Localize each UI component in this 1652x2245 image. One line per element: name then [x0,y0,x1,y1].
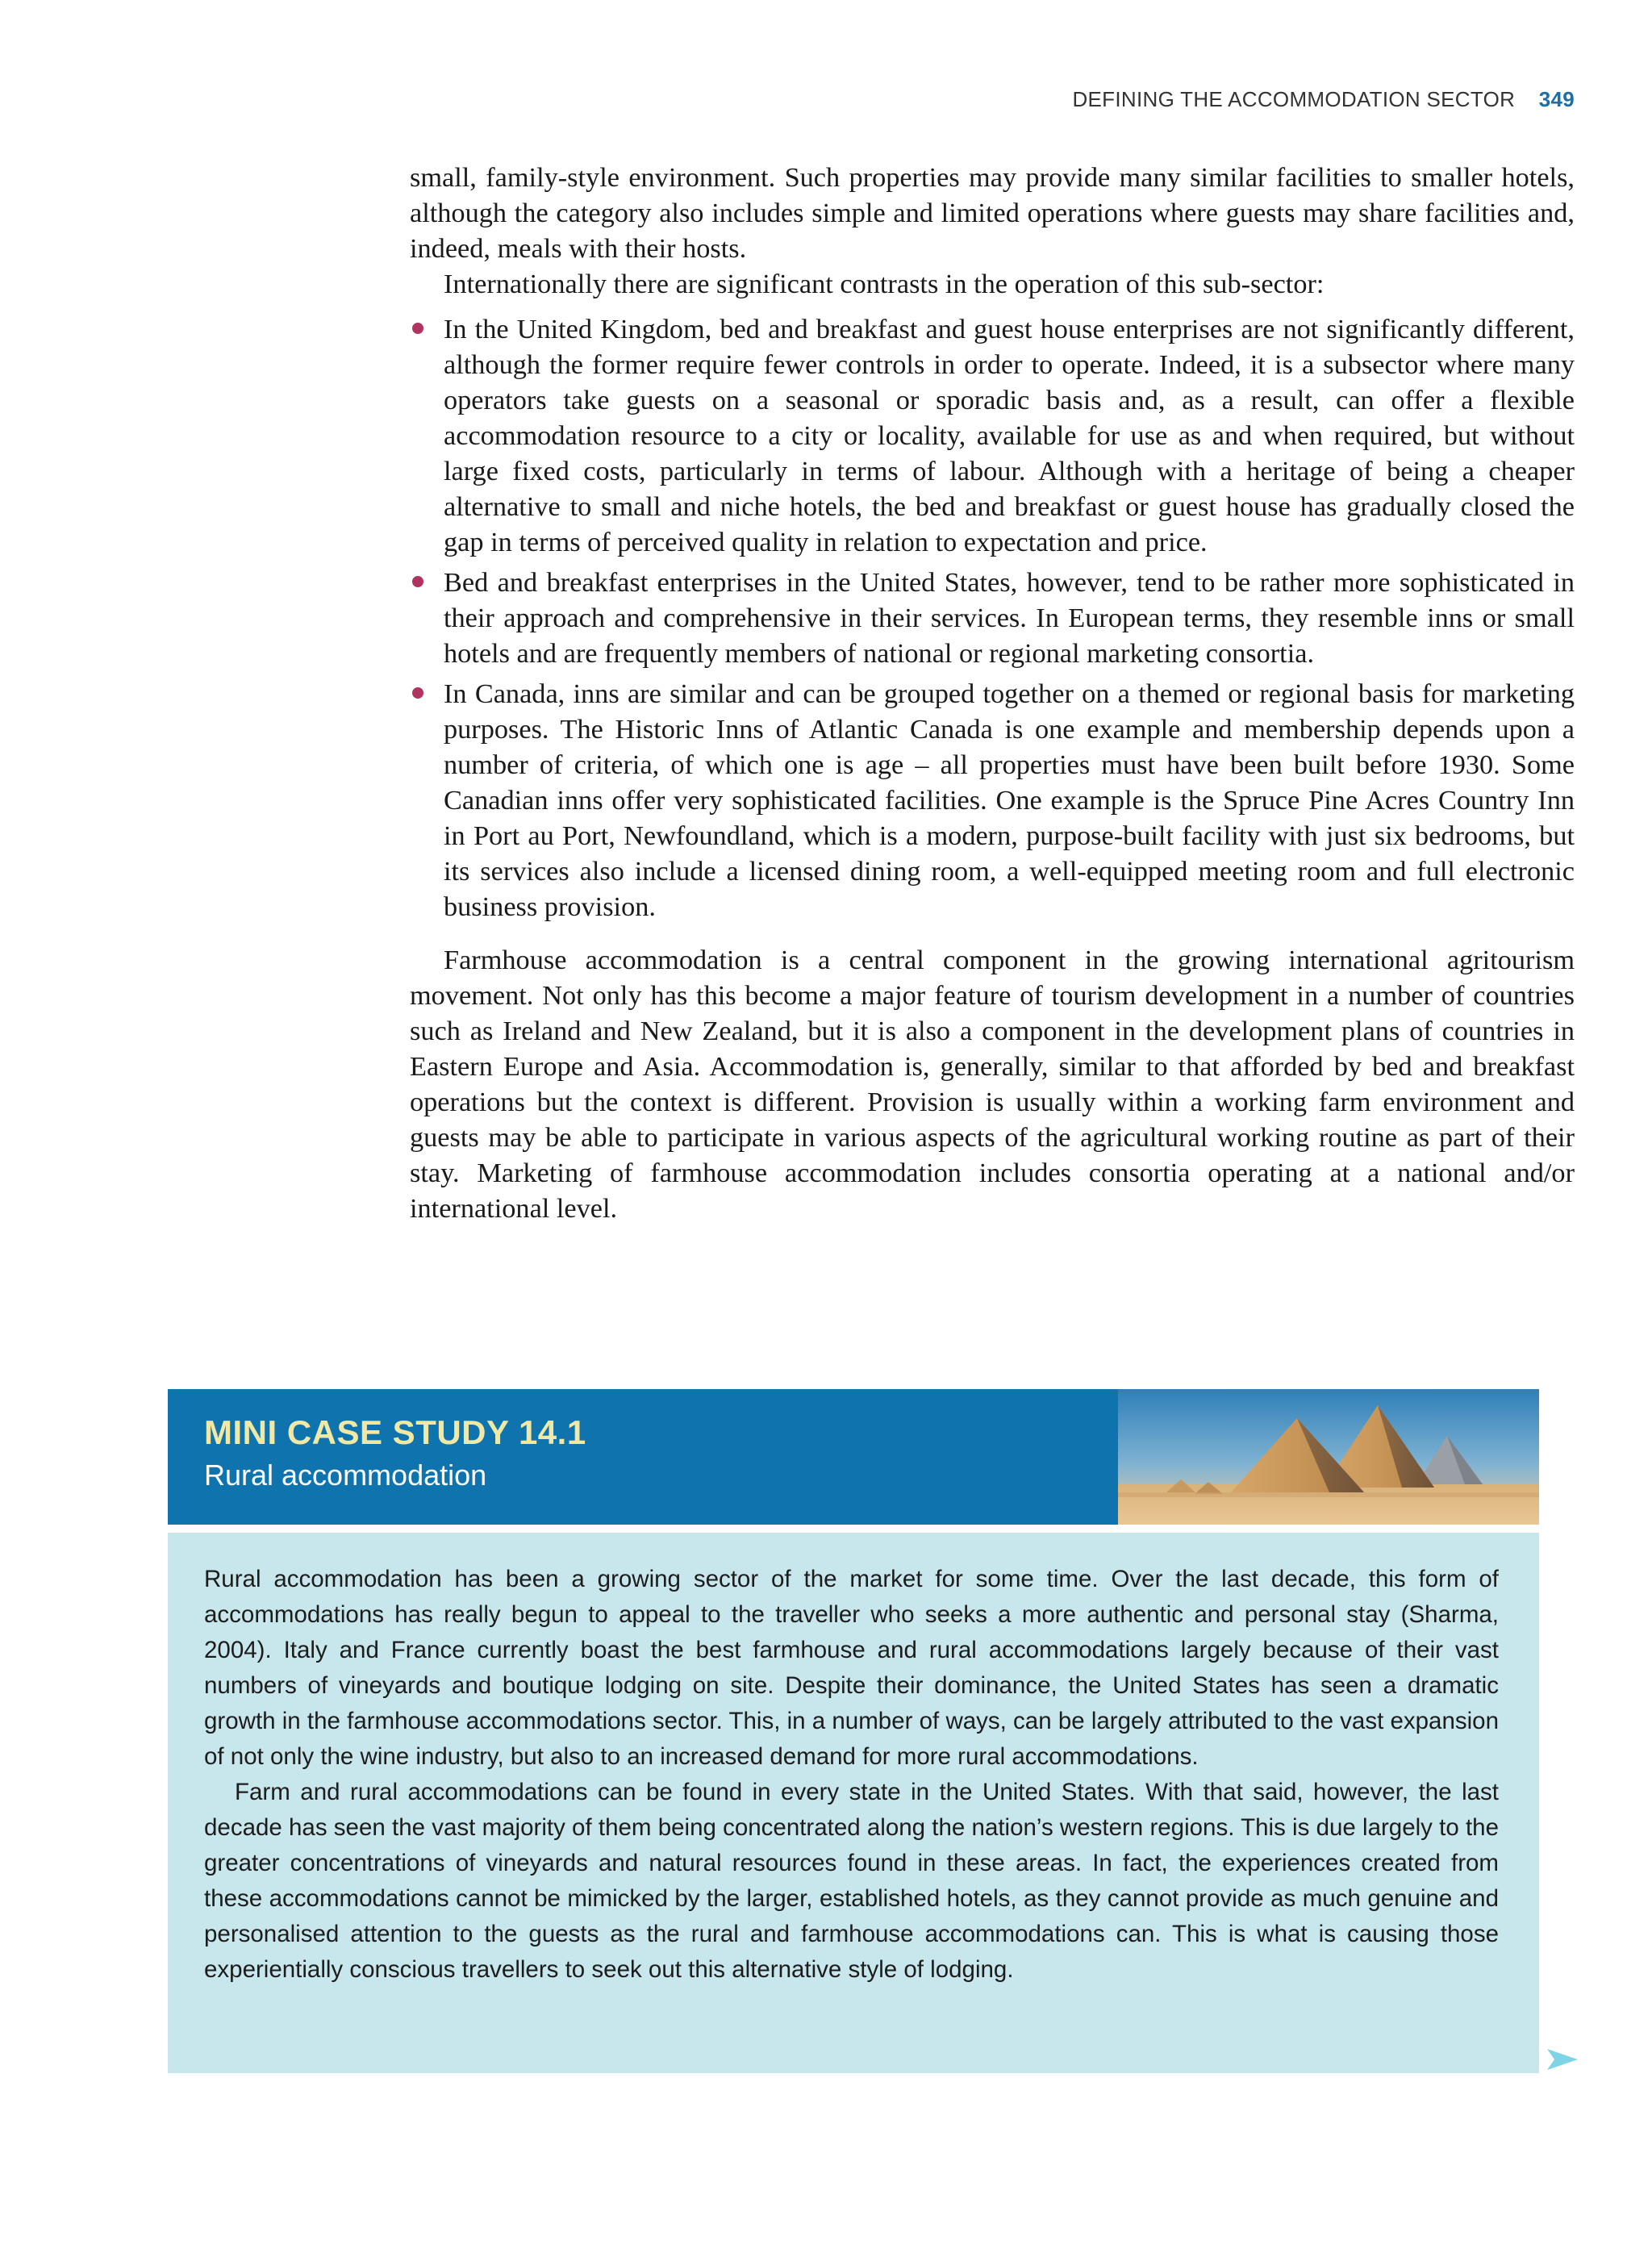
bullet-icon [412,687,423,699]
page-number: 349 [1538,87,1575,111]
bullet-icon [412,576,423,587]
intro-paragraph: small, family-style environment. Such properties may provide many similar facilities to smaller hotels, although the category also includes simple and limited operations where guests may share facilities and, indeed, meals with their hosts. [410,162,1575,264]
list-item-text: In Canada, inns are similar and can be grouped together on a themed or regional basis for marketing purposes. The Historic Inns of Atlantic Canada is one example and membership depends upon a number of criteria, of which one is age – all properties must have been built before 1930. Some Canadian inns offer very sophisticated facilities. One example is the Spruce Pine Acres Country Inn in Port au Port, Newfoundland, which is a modern, purpose-built facility with just six bedrooms, but its services also include a licensed dining room, a well-equipped meeting room and full electronic business provision. [444,678,1575,922]
case-study-header [168,1389,1539,1525]
case-study-paragraph: Farm and rural accommodations can be found in every state in the United States. With that said, however, the last decade has seen the vast majority of them being concentrated along the nation’s western regions. This is due largely to the greater concentrations of vineyards and natural resources found in these areas. In fact, the experiences created from these accommodations cannot be mimicked by the larger, established hotels, as they cannot provide as much genuine and personalised attention to the guests as the rural and farmhouse accommodations can. This is what is causing those experientially conscious travellers to seek out this alternative style of lodging. [204,1779,1499,1983]
running-head [1072,87,1575,112]
lead-in-paragraph: Internationally there are significant contrasts in the operation of this sub-sector: [444,269,1325,299]
pyramids-photo [1118,1389,1539,1525]
list-item-text: In the United Kingdom, bed and breakfast and guest house enterprises are not significantly different, although the former require fewer controls in order to operate. Indeed, it is a subsector where many operators take guests on a seasonal or sporadic basis and, as a result, can offer a flexible accommodation resource to a city or locality, available for use as and when required, but without large fixed costs, particularly in terms of labour. Although with a heritage of being a cheaper alternative to small and niche hotels, the bed and breakfast or guest house has gradually closed the gap in terms of perceived quality in relation to expectation and price. [444,314,1575,557]
section-title: DEFINING THE ACCOMMODATION SECTOR [1072,87,1516,111]
list-item [410,565,1575,671]
case-study-paragraph: Rural accommodation has been a growing sector of the market for some time. Over the last decade, this form of accommodations has really begun to appeal to the traveller who seeks a more authentic and personal stay (Sharma, 2004). Italy and France currently boast the best farmhouse and rural accommodations largely because of their vast numbers of vineyards and boutique lodging on site. Despite their dominance, the United States has seen a dramatic growth in the farmhouse accommodations sector. This, in a number of ways, can be largely attributed to the vast expansion of not only the wine industry, but also to an increased demand for more rural accommodations. [204,1566,1499,1770]
bullet-icon [412,323,423,334]
continue-arrow-icon [1547,2047,1578,2076]
list-item-text: Bed and breakfast enterprises in the United States, however, tend to be rather more sophisticated in their approach and comprehensive in their services. In European terms, they resemble inns or small hotels and are frequently members of national or regional marketing consortia. [444,567,1575,669]
farmhouse-paragraph: Farmhouse accommodation is a central component in the growing international agritourism movement. Not only has this become a major feature of tourism development in a number of countries such as Ireland and New Zealand, but it is also a component in the development plans of countries in Eastern Europe and Asia. Accommodation is, generally, similar to that afforded by bed and breakfast operations but the context is different. Provision is usually within a working farm environment and guests may be able to participate in various aspects of the agricultural working routine as part of their stay. Marketing of farmhouse accommodation includes consortia operating at a national and/or international level. [410,945,1575,1224]
case-study-label: MINI CASE STUDY 14.1 [204,1413,586,1451]
case-study-subtitle: Rural accommodation [204,1458,487,1492]
case-study-body [168,1533,1539,2073]
main-text [410,160,1575,1226]
list-item [410,676,1575,924]
bullet-list [410,311,1575,924]
case-study-titles [204,1413,586,1492]
list-item [410,311,1575,560]
